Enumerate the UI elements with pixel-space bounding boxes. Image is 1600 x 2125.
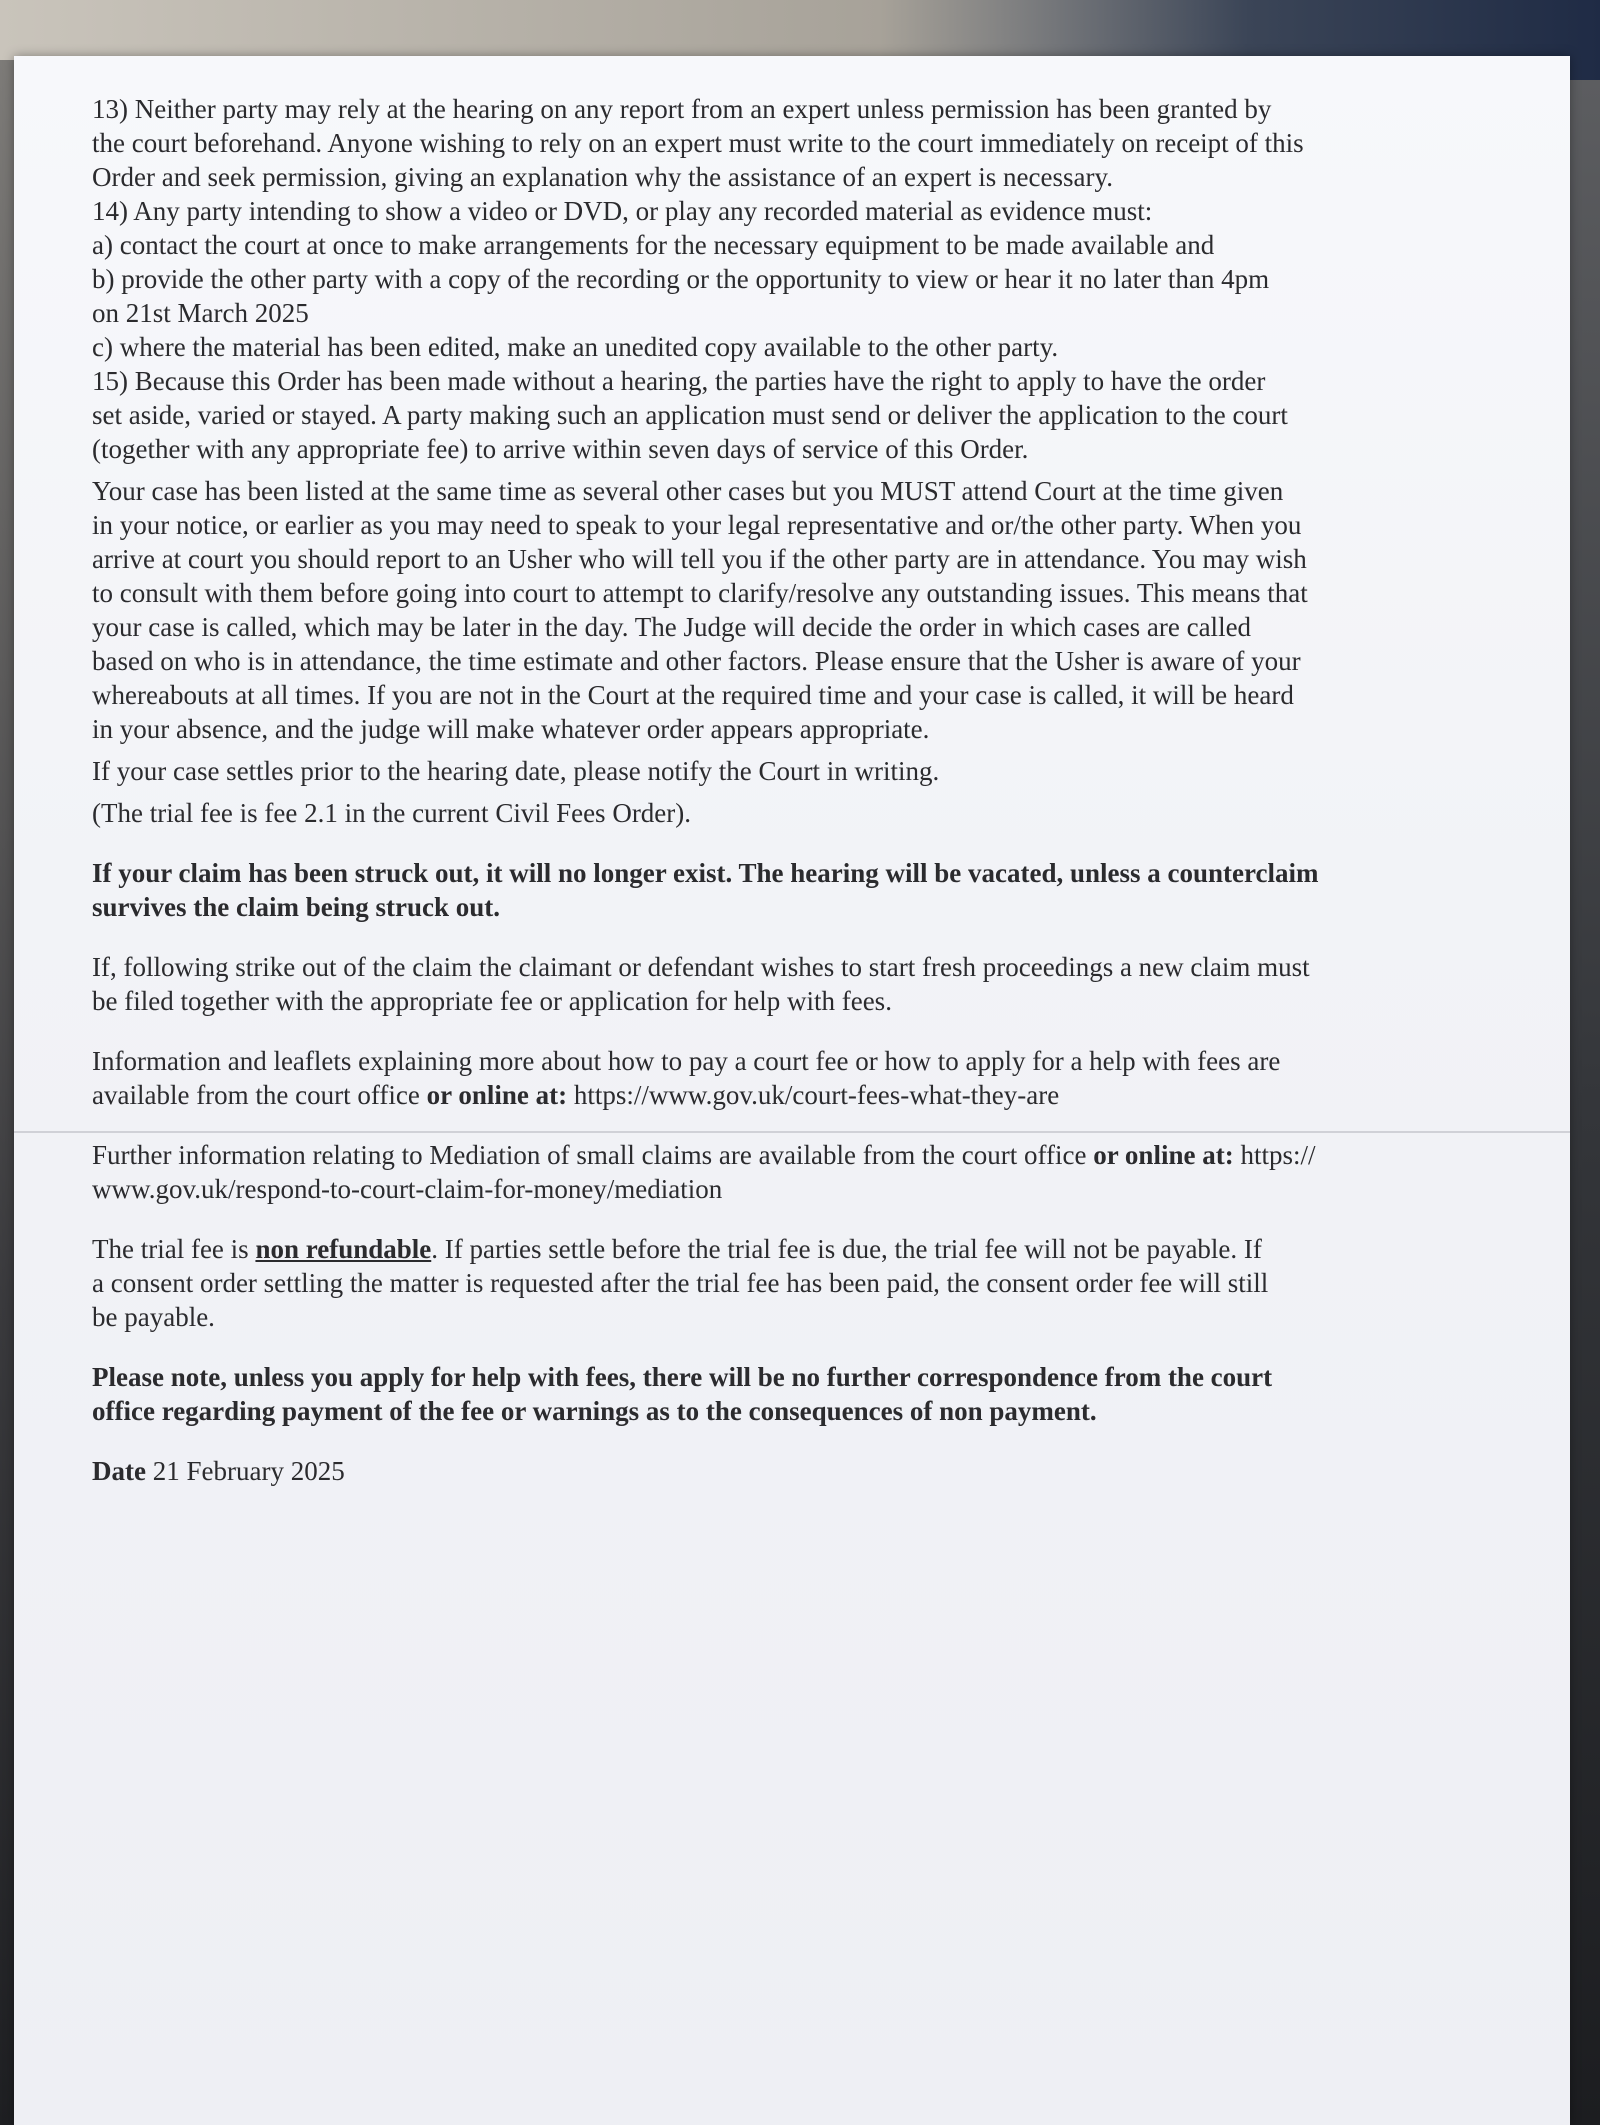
- text-line: c) where the material has been edited, make an unedited copy available to the other party.: [92, 332, 1059, 362]
- text-line: the court beforehand. Anyone wishing to rely on an expert must write to the court immediately on receipt of this: [92, 128, 1304, 158]
- text-line: whereabouts at all times. If you are not in the Court at the required time and your case is called, it will be heard: [92, 680, 1294, 710]
- text-segment: The trial fee is: [92, 1234, 256, 1264]
- paragraph-struck-out: [92, 856, 1512, 924]
- text-line: (together with any appropriate fee) to arrive within seven days of service of this Order.: [92, 434, 1029, 464]
- text-line: your case is called, which may be later in the day. The Judge will decide the order in which cases are called: [92, 612, 1252, 642]
- text-line: arrive at court you should report to an Usher who will tell you if the other party are in attendance. You may wish: [92, 544, 1307, 574]
- text-line: on 21st March 2025: [92, 298, 309, 328]
- text-line: 13) Neither party may rely at the hearing on any report from an expert unless permission has been granted by: [92, 94, 1272, 124]
- paragraph-leaflets: [92, 1044, 1512, 1112]
- text-line: be filed together with the appropriate fee or application for help with fees.: [92, 986, 892, 1016]
- date-value: 21 February 2025: [145, 1456, 345, 1486]
- paragraph-item-14: [92, 194, 1512, 364]
- paragraph-item-13: [92, 92, 1512, 194]
- text-line: Information and leaflets explaining more about how to pay a court fee or how to apply for a help with fees are: [92, 1046, 1281, 1076]
- online-label: or online at:: [426, 1080, 568, 1110]
- text-line: set aside, varied or stayed. A party making such an application must send or deliver the application to the court: [92, 400, 1288, 430]
- text-line: b) provide the other party with a copy of the recording or the opportunity to view or hear it no later than 4pm: [92, 264, 1270, 294]
- non-refundable-emphasis: non refundable: [255, 1234, 432, 1264]
- online-label: or online at:: [1093, 1140, 1234, 1170]
- text-segment: available from the court office: [92, 1080, 427, 1110]
- trial-fee-reference: (The trial fee is fee 2.1 in the current Civil Fees Order).: [92, 798, 692, 828]
- paragraph-listing-notice: [92, 474, 1512, 746]
- text-line: based on who is in attendance, the time estimate and other factors. Please ensure that the Usher is aware of your: [92, 646, 1301, 676]
- paragraph-please-note: [92, 1360, 1512, 1428]
- document-date: [92, 1454, 1512, 1488]
- text-line: in your notice, or earlier as you may need to speak to your legal representative and or/the other party. When you: [92, 510, 1302, 540]
- text-line: Order and seek permission, giving an explanation why the assistance of an expert is necessary.: [92, 162, 1113, 192]
- date-label: Date: [92, 1456, 146, 1486]
- text-line: survives the claim being struck out.: [92, 892, 500, 922]
- text-line: If, following strike out of the claim the claimant or defendant wishes to start fresh proceedings a new claim must: [92, 952, 1310, 982]
- text-line: [92, 1078, 1512, 1112]
- paragraph-fresh-proceedings: [92, 950, 1512, 1018]
- text-line: office regarding payment of the fee or warnings as to the consequences of non payment.: [92, 1396, 1097, 1426]
- text-segment: Further information relating to Mediation of small claims are available from the court office: [92, 1140, 1094, 1170]
- text-segment: . If parties settle before the trial fee is due, the trial fee will not be payable. If: [431, 1234, 1262, 1264]
- text-line: a consent order settling the matter is requested after the trial fee has been paid, the consent order fee will still: [92, 1268, 1269, 1298]
- fees-url: https://www.gov.uk/court-fees-what-they-are: [567, 1080, 1060, 1110]
- settle-notice: If your case settles prior to the hearing date, please notify the Court in writing.: [92, 756, 940, 786]
- text-line: 15) Because this Order has been made without a hearing, the parties have the right to apply to have the order: [92, 366, 1266, 396]
- document-body: [92, 92, 1512, 1488]
- text-line: in your absence, and the judge will make whatever order appears appropriate.: [92, 714, 930, 744]
- mediation-url-part: https://: [1233, 1140, 1316, 1170]
- paragraph-mediation: [92, 1138, 1512, 1206]
- text-line: [92, 1138, 1512, 1172]
- paragraph-item-15: [92, 364, 1512, 466]
- text-line: [92, 1232, 1512, 1266]
- text-line: to consult with them before going into court to attempt to clarify/resolve any outstanding issues. This means that: [92, 578, 1308, 608]
- text-line: Your case has been listed at the same time as several other cases but you MUST attend Court at the time given: [92, 476, 1284, 506]
- text-line: Please note, unless you apply for help with fees, there will be no further correspondence from the court: [92, 1362, 1273, 1392]
- text-line: 14) Any party intending to show a video or DVD, or play any recorded material as evidence must:: [92, 196, 1153, 226]
- background-right: [1566, 80, 1600, 2125]
- mediation-url-line: www.gov.uk/respond-to-court-claim-for-money/mediation: [92, 1174, 723, 1204]
- text-line: be payable.: [92, 1302, 215, 1332]
- text-line: a) contact the court at once to make arrangements for the necessary equipment to be made available and: [92, 230, 1215, 260]
- text-line: If your claim has been struck out, it will no longer exist. The hearing will be vacated, unless a counterclaim: [92, 858, 1319, 888]
- paragraph-refund: [92, 1232, 1512, 1334]
